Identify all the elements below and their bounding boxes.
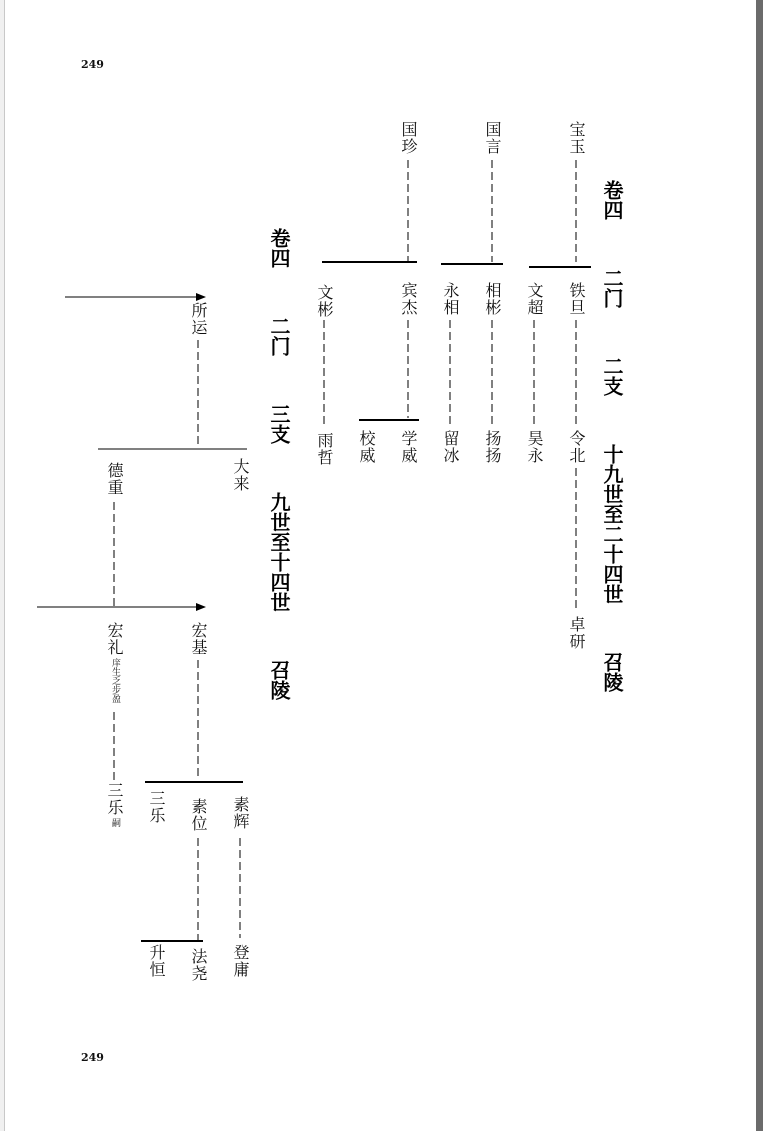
name-guoyan: 国言 (483, 121, 502, 155)
name-xuewei: 学威 (399, 430, 418, 464)
name-fayao: 法尧 (189, 948, 208, 982)
genealogy-connectors (5, 0, 756, 1131)
name-dengyong: 登庸 (231, 944, 250, 978)
note-hongli: 庠生乏步盈 (110, 658, 120, 703)
name-hongli: 宏礼 (105, 622, 124, 656)
name-zhuoyan: 卓研 (567, 616, 586, 650)
page-number-bottom: 249 (81, 1051, 104, 1064)
name-guozhen: 国珍 (399, 121, 418, 155)
section-heading-branch2: 卷四 二门 二支 十九世至二十四世 召陵 (600, 180, 624, 692)
name-sanle-a: 三乐 (147, 790, 166, 824)
name-suwei: 素位 (189, 798, 208, 832)
name-suoyun: 所运 (189, 302, 208, 336)
name-haoyong: 昊永 (525, 430, 544, 464)
section-heading-branch3: 卷四 二门 三支 九世至十四世 召陵 (267, 228, 291, 700)
page-number-top: 249 (81, 58, 104, 71)
name-yangyang: 扬扬 (483, 430, 502, 464)
viewer-edge (755, 0, 763, 1131)
name-xiaowei: 校威 (357, 430, 376, 464)
name-lingbei: 令北 (567, 430, 586, 464)
name-dalai: 大来 (231, 458, 250, 492)
name-wenchao: 文超 (525, 282, 544, 316)
document-page (4, 0, 756, 1131)
name-tiedan: 铁旦 (567, 282, 586, 316)
name-dezhong: 德重 (105, 462, 124, 496)
name-suhui: 素辉 (231, 796, 250, 830)
name-xiangbin: 相彬 (483, 282, 502, 316)
name-sanle-b: 三乐 (105, 782, 124, 816)
name-yongxiang: 永相 (441, 282, 460, 316)
name-liubing: 留冰 (441, 430, 460, 464)
name-yuzhe: 雨哲 (315, 432, 334, 466)
note-sanle-b: 嗣 (110, 818, 120, 827)
name-binjie: 宾杰 (399, 282, 418, 316)
name-shengheng: 升恒 (147, 944, 166, 978)
name-baoyu: 宝玉 (567, 121, 586, 155)
name-wenbin: 文彬 (315, 284, 334, 318)
name-hongji: 宏基 (189, 622, 208, 656)
